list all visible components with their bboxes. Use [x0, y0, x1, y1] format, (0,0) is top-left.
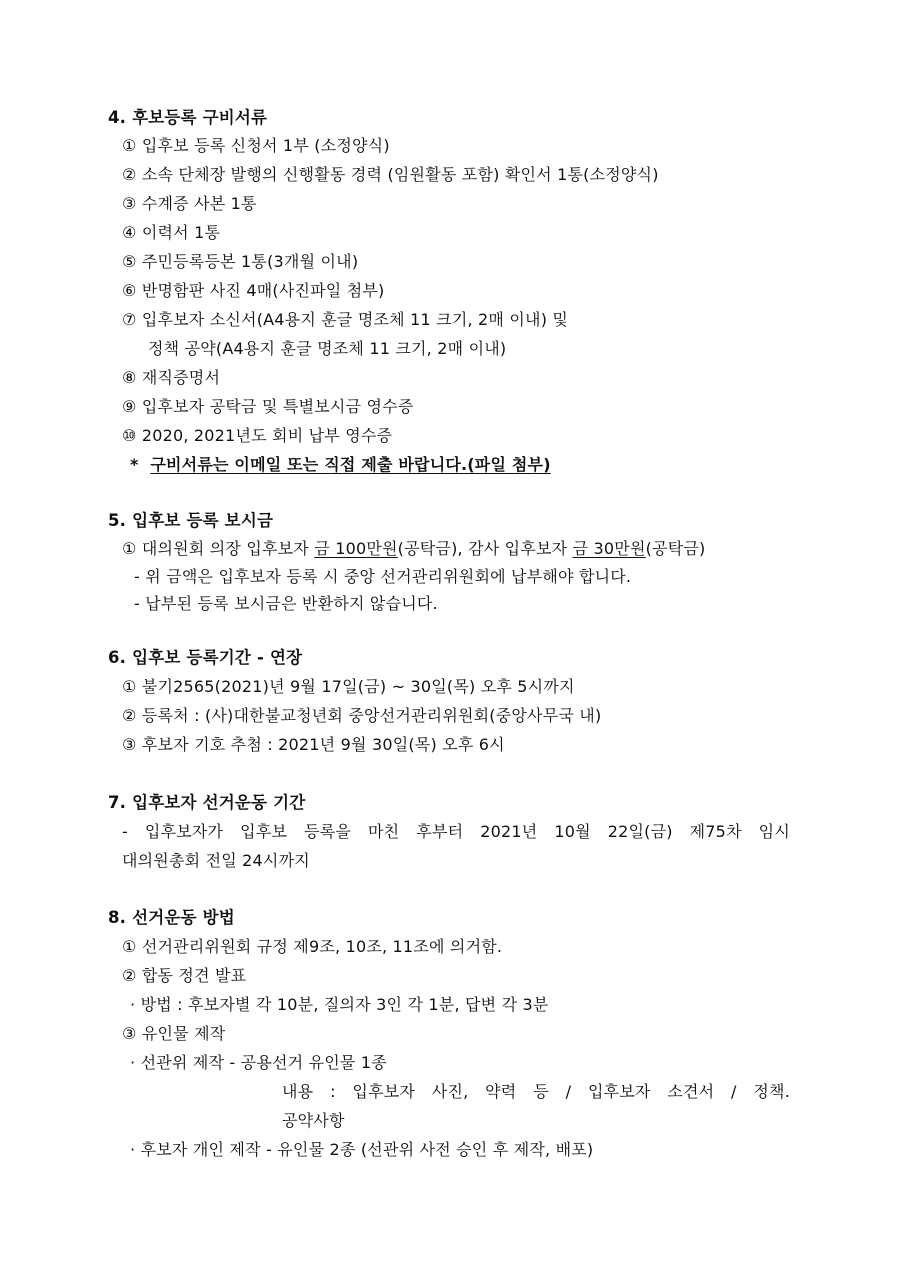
- s5-item-1-part-c: (공탁금), 감사 입후보자: [397, 539, 573, 558]
- s5-sub-2: - 납부된 등록 보시금은 반환하지 않습니다.: [134, 594, 438, 613]
- s4-item-8: ⑧ 재직증명서: [122, 368, 221, 387]
- s4-item-7: ⑦ 입후보자 소신서(A4용지 훈글 명조체 11 크기, 2매 이내) 및: [122, 310, 569, 329]
- s6-item-2: ② 등록처 : (사)대한불교청년회 중앙선거관리위원회(중앙사무국 내): [122, 706, 602, 725]
- s8-item-3-sub-2: · 후보자 개인 제작 - 유인물 2종 (선관위 사전 승인 후 제작, 배포): [130, 1140, 594, 1159]
- s6-item-1: ① 불기2565(2021)년 9월 17일(금) ~ 30일(목) 오후 5시까지: [122, 677, 575, 696]
- section-4-title: 4. 후보등록 구비서류: [108, 108, 268, 127]
- s4-item-6: ⑥ 반명함판 사진 4매(사진파일 첨부): [122, 281, 385, 300]
- s8-item-3-content-1: 내용 : 입후보자 사진, 약력 등 / 입후보자 소견서 / 정책.: [282, 1082, 790, 1101]
- s5-sub-1: - 위 금액은 입후보자 등록 시 중앙 선거관리위원회에 납부해야 합니다.: [134, 567, 632, 586]
- s8-item-3-content-2: 공약사항: [282, 1111, 345, 1130]
- s4-item-2: ② 소속 단체장 발행의 신행활동 경력 (임원활동 포함) 확인서 1통(소정양식): [122, 165, 659, 184]
- s5-item-1-part-a: ① 대의원회 의장 입후보자: [122, 539, 315, 558]
- s4-item-4: ④ 이력서 1통: [122, 223, 221, 242]
- section-6-title: 6. 입후보 등록기간 - 연장: [108, 648, 303, 667]
- section-7-title: 7. 입후보자 선거운동 기간: [108, 793, 306, 812]
- auditor-deposit-amount: 금 30만원: [572, 539, 646, 558]
- s8-item-2: ② 합동 정견 발표: [122, 966, 247, 985]
- s6-item-3: ③ 후보자 기호 추첨 : 2021년 9월 30일(목) 오후 6시: [122, 735, 505, 754]
- s4-item-7-continued: 정책 공약(A4용지 훈글 명조체 11 크기, 2매 이내): [148, 339, 507, 358]
- section-8-title: 8. 선거운동 방법: [108, 908, 235, 927]
- s8-item-3: ③ 유인물 제작: [122, 1024, 226, 1043]
- s7-line-1: - 입후보자가 입후보 등록을 마친 후부터 2021년 10월 22일(금) 제75차 임시: [122, 822, 790, 841]
- s4-item-9: ⑨ 입후보자 공탁금 및 특별보시금 영수증: [122, 397, 414, 416]
- s4-item-10: ⑩ 2020, 2021년도 회비 납부 영수증: [122, 426, 393, 445]
- s8-item-1: ① 선거관리위원회 규정 제9조, 10조, 11조에 의거함.: [122, 937, 503, 956]
- note-asterisk: *: [130, 455, 139, 474]
- s4-note: [130, 455, 551, 475]
- s4-item-3: ③ 수계증 사본 1통: [122, 194, 257, 213]
- note-text: 구비서류는 이메일 또는 직접 제출 바랍니다.(파일 첨부): [150, 455, 551, 474]
- s7-line-2: 대의원총회 전일 24시까지: [122, 851, 310, 870]
- s5-item-1-part-e: (공탁금): [645, 539, 706, 558]
- s4-item-5: ⑤ 주민등록등본 1통(3개월 이내): [122, 252, 359, 271]
- s8-item-3-sub-1: · 선관위 제작 - 공용선거 유인물 1종: [130, 1053, 387, 1072]
- chair-deposit-amount: 금 100만원: [314, 539, 398, 558]
- section-5-title: 5. 입후보 등록 보시금: [108, 511, 274, 530]
- s5-item-1: [122, 539, 705, 559]
- s4-item-1: ① 입후보 등록 신청서 1부 (소정양식): [122, 136, 390, 155]
- s8-item-2-sub: · 방법 : 후보자별 각 10분, 질의자 3인 각 1분, 답변 각 3분: [130, 995, 549, 1014]
